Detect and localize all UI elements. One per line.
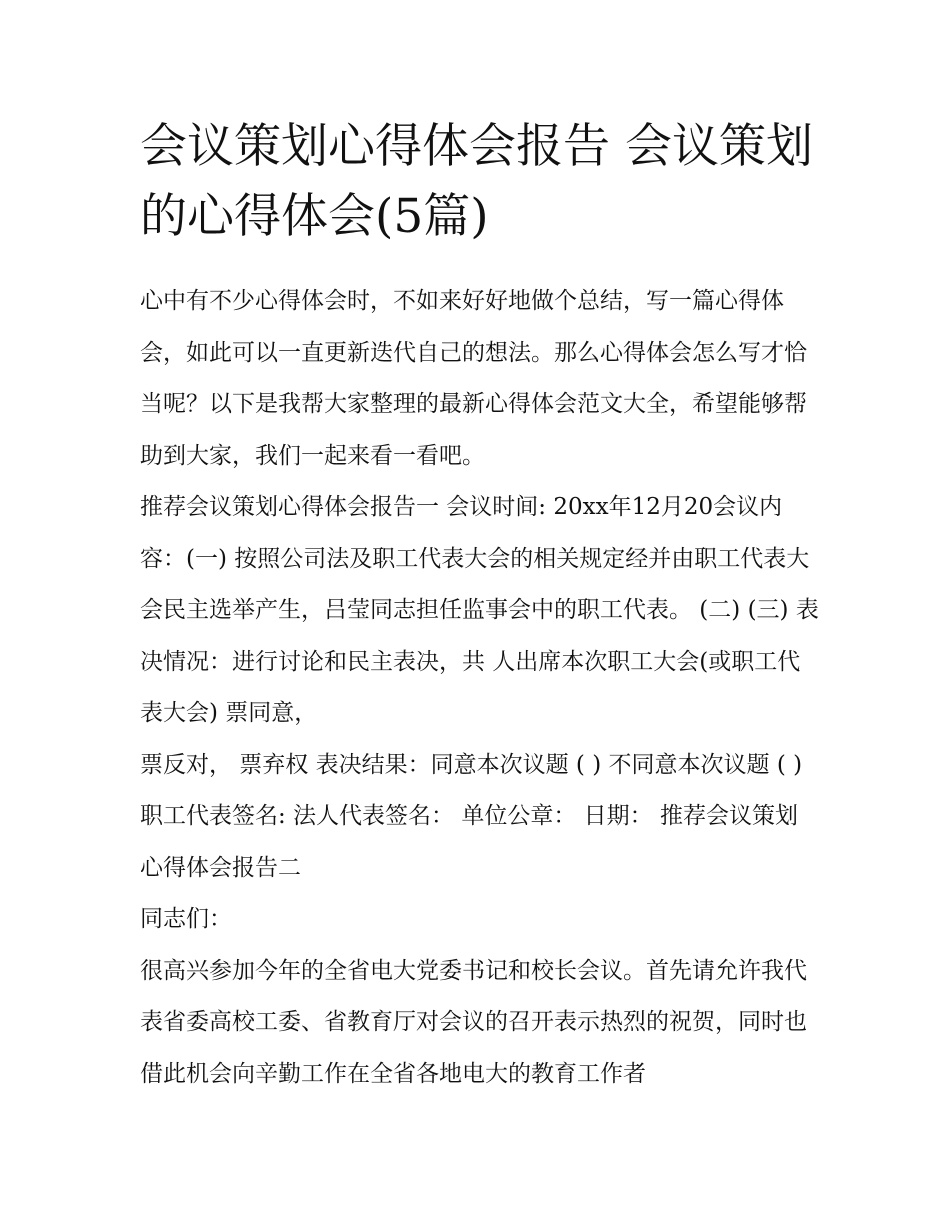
salutation-paragraph: 同志们： [140,906,232,932]
document-title: 会议策划心得体会报告 会议策划的心得体会(5篇) [140,119,813,244]
voting-result-paragraph: 票反对， 票弃权 表决结果：同意本次议题 ( ) 不同意本次议题 ( ) 职工代表签名: 法人代表签名： 单位公章： 日期： 推荐会议策划心得体会报告二 [140,751,803,881]
meeting-record-paragraph: 推荐会议策划心得体会报告一 会议时间: 20xx年12月20会议内容：(一) 按照公司法及职工代表大会的相关规定经并由职工代表大会民主选举产生，吕莹同志担任监事会中的职工代表。 (二) (三) 表决情况：进行讨论和民主表决，共 人出席本次职工大会(或职工代表大会) 票同意， [140,494,819,726]
document-body [140,276,820,1100]
speech-paragraph: 很高兴参加今年的全省电大党委书记和校长会议。首先请允许我代表省委高校工委、省教育厅对会议的召开表示热烈的祝贺，同时也借此机会向辛勤工作在全省各地电大的教育工作者 [140,957,807,1087]
intro-paragraph: 心中有不少心得体会时，不如来好好地做个总结，写一篇心得体会，如此可以一直更新迭代自己的想法。那么心得体会怎么写才恰当呢？以下是我帮大家整理的最新心得体会范文大全，希望能够帮助到大家，我们一起来看一看吧。 [140,288,807,469]
